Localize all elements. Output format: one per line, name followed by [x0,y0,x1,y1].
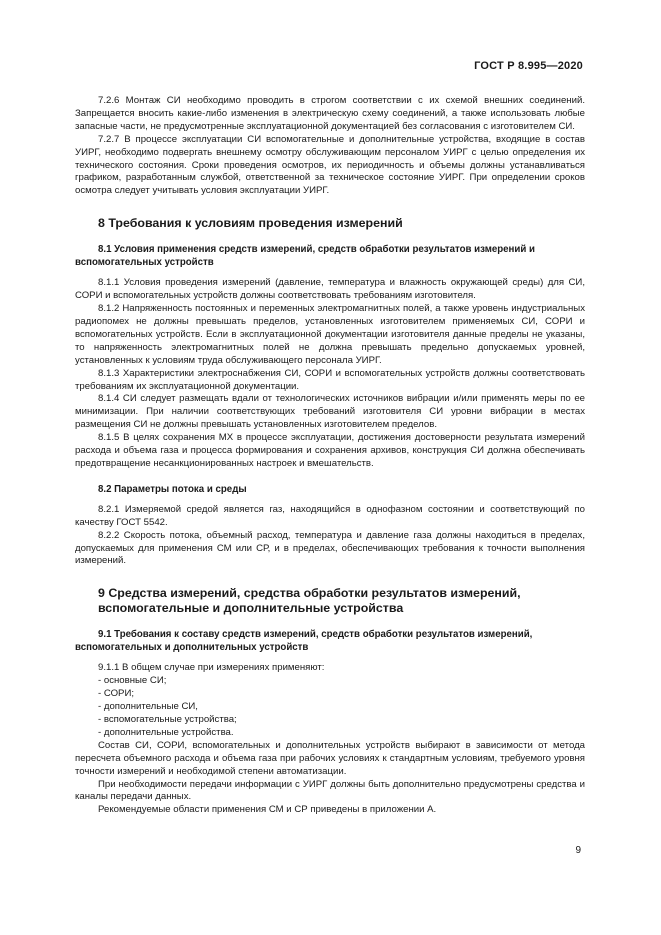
paragraph-8-1-5: 8.1.5 В целях сохранения МХ в процессе эксплуатации, достижения достоверности результата измерений расхода и объема газа и процесса формирования и сохранения архивов, конструкция СИ должна обеспечивать предотвращение несанкционированных настроек и вмешательств. [75,432,585,469]
section-9-heading-line2: вспомогательные и дополнительные устройства [98,601,404,616]
paragraph-8-1-4: 8.1.4 СИ следует размещать вдали от технологических источников вибрации и/или применять меры по ее минимизации. При наличии соответствующих требований изготовителя СИ уровни вибрации в местах размещения СИ не должны превышать установленных изготовителем пределов. [75,393,585,431]
paragraph-8-1-1: 8.1.1 Условия проведения измерений (давление, температура и влажность окружающей среды) для СИ, СОРИ и вспомогательных устройств должны соответствовать требованиям изготовителя. [75,277,585,302]
subsection-8-1-heading: 8.1 Условия применения средств измерений, средств обработки результатов измерений и вспомогательных устройств [75,244,535,269]
page-number: 9 [575,845,581,856]
paragraph-sostav: Состав СИ, СОРИ, вспомогательных и дополнительных устройств выбирают в зависимости от метода пересчета объемного расхода и объема газа при рабочих условиях к стандартным условиям, требуемого уровня точности измерений и необходимой степени автоматизации. [75,739,585,777]
list-item: - дополнительные устройства. [98,726,234,738]
list-item: - вспомогательные устройства; [98,714,237,725]
list-item: - основные СИ; [98,675,167,687]
document-body [75,95,585,817]
paragraph-8-2-1: 8.2.1 Измеряемой средой является газ, находящийся в однофазном состоянии и соответствующий по качеству ГОСТ 5542. [75,503,585,528]
section-9-heading-line1: 9 Средства измерений, средства обработки результатов измерений, [98,586,521,601]
paragraph-peredacha: При необходимости передачи информации с УИРГ должны быть дополнительно предусмотрены средства и каналы передачи данных. [75,778,585,803]
paragraph-7-2-6: 7.2.6 Монтаж СИ необходимо проводить в строгом соответствии с их схемой внешних соединений. Запрещается вносить какие-либо изменения в электрическую схему соединений, а также использовать любые запасные части, не предусмотренные эксплуатационной документацией без согласования с изготовителем СИ. [75,95,585,132]
paragraph-8-2-2: 8.2.2 Скорость потока, объемный расход, температура и давление газа должны находиться в пределах, допускаемых для применения СМ или СР, и в пределах, обеспечивающих требования к точности выполнения измерений. [75,529,585,567]
paragraph-8-1-2: 8.1.2 Напряженность постоянных и переменных электромагнитных полей, а также уровень индустриальных радиопомех не должны превышать пределов, установленных изготовителем применяемых СИ, СОРИ и вспомогательных устройств. Если в эксплуатационной документации изготовителя данные пределы не указаны, то напряженность электромагнитных полей не должна превышать предельно допускаемых уровней, установленных к условиям труда обслуживающего персонала УИРГ. [75,303,585,366]
subsection-8-2-heading: 8.2 Параметры потока и среды [98,483,247,495]
paragraph-oblasti: Рекомендуемые области применения СМ и СР приведены в приложении А. [98,804,437,816]
list-item: - дополнительные СИ, [98,701,198,713]
paragraph-7-2-7: 7.2.7 В процессе эксплуатации СИ вспомогательные и дополнительные устройства, входящие в состав УИРГ, необходимо подвергать внешнему осмотру обслуживающим персоналом УИРГ с целью определения их технического состояния. Сроки проведения осмотров, их периодичность и объемы должны устанавливаться графиком, разработанным службой, ответственной за техническое состояние УИРГ. При определении сроков осмотра следует учитывать условия эксплуатации УИРГ. [75,133,585,197]
subsection-9-1-heading: 9.1 Требования к составу средств измерений, средств обработки результатов измерений, вспомогательных и дополнительных устройств [75,629,533,654]
section-8-heading: 8 Требования к условиям проведения измерений [98,216,403,231]
paragraph-9-1-1: 9.1.1 В общем случае при измерениях применяют: [98,662,325,674]
paragraph-8-1-3: 8.1.3 Характеристики электроснабжения СИ, СОРИ и вспомогательных устройств должны соответствовать требованиям их эксплуатационной документации. [75,367,585,392]
list-item: - СОРИ; [98,688,134,700]
document-id-header: ГОСТ Р 8.995—2020 [474,60,583,72]
